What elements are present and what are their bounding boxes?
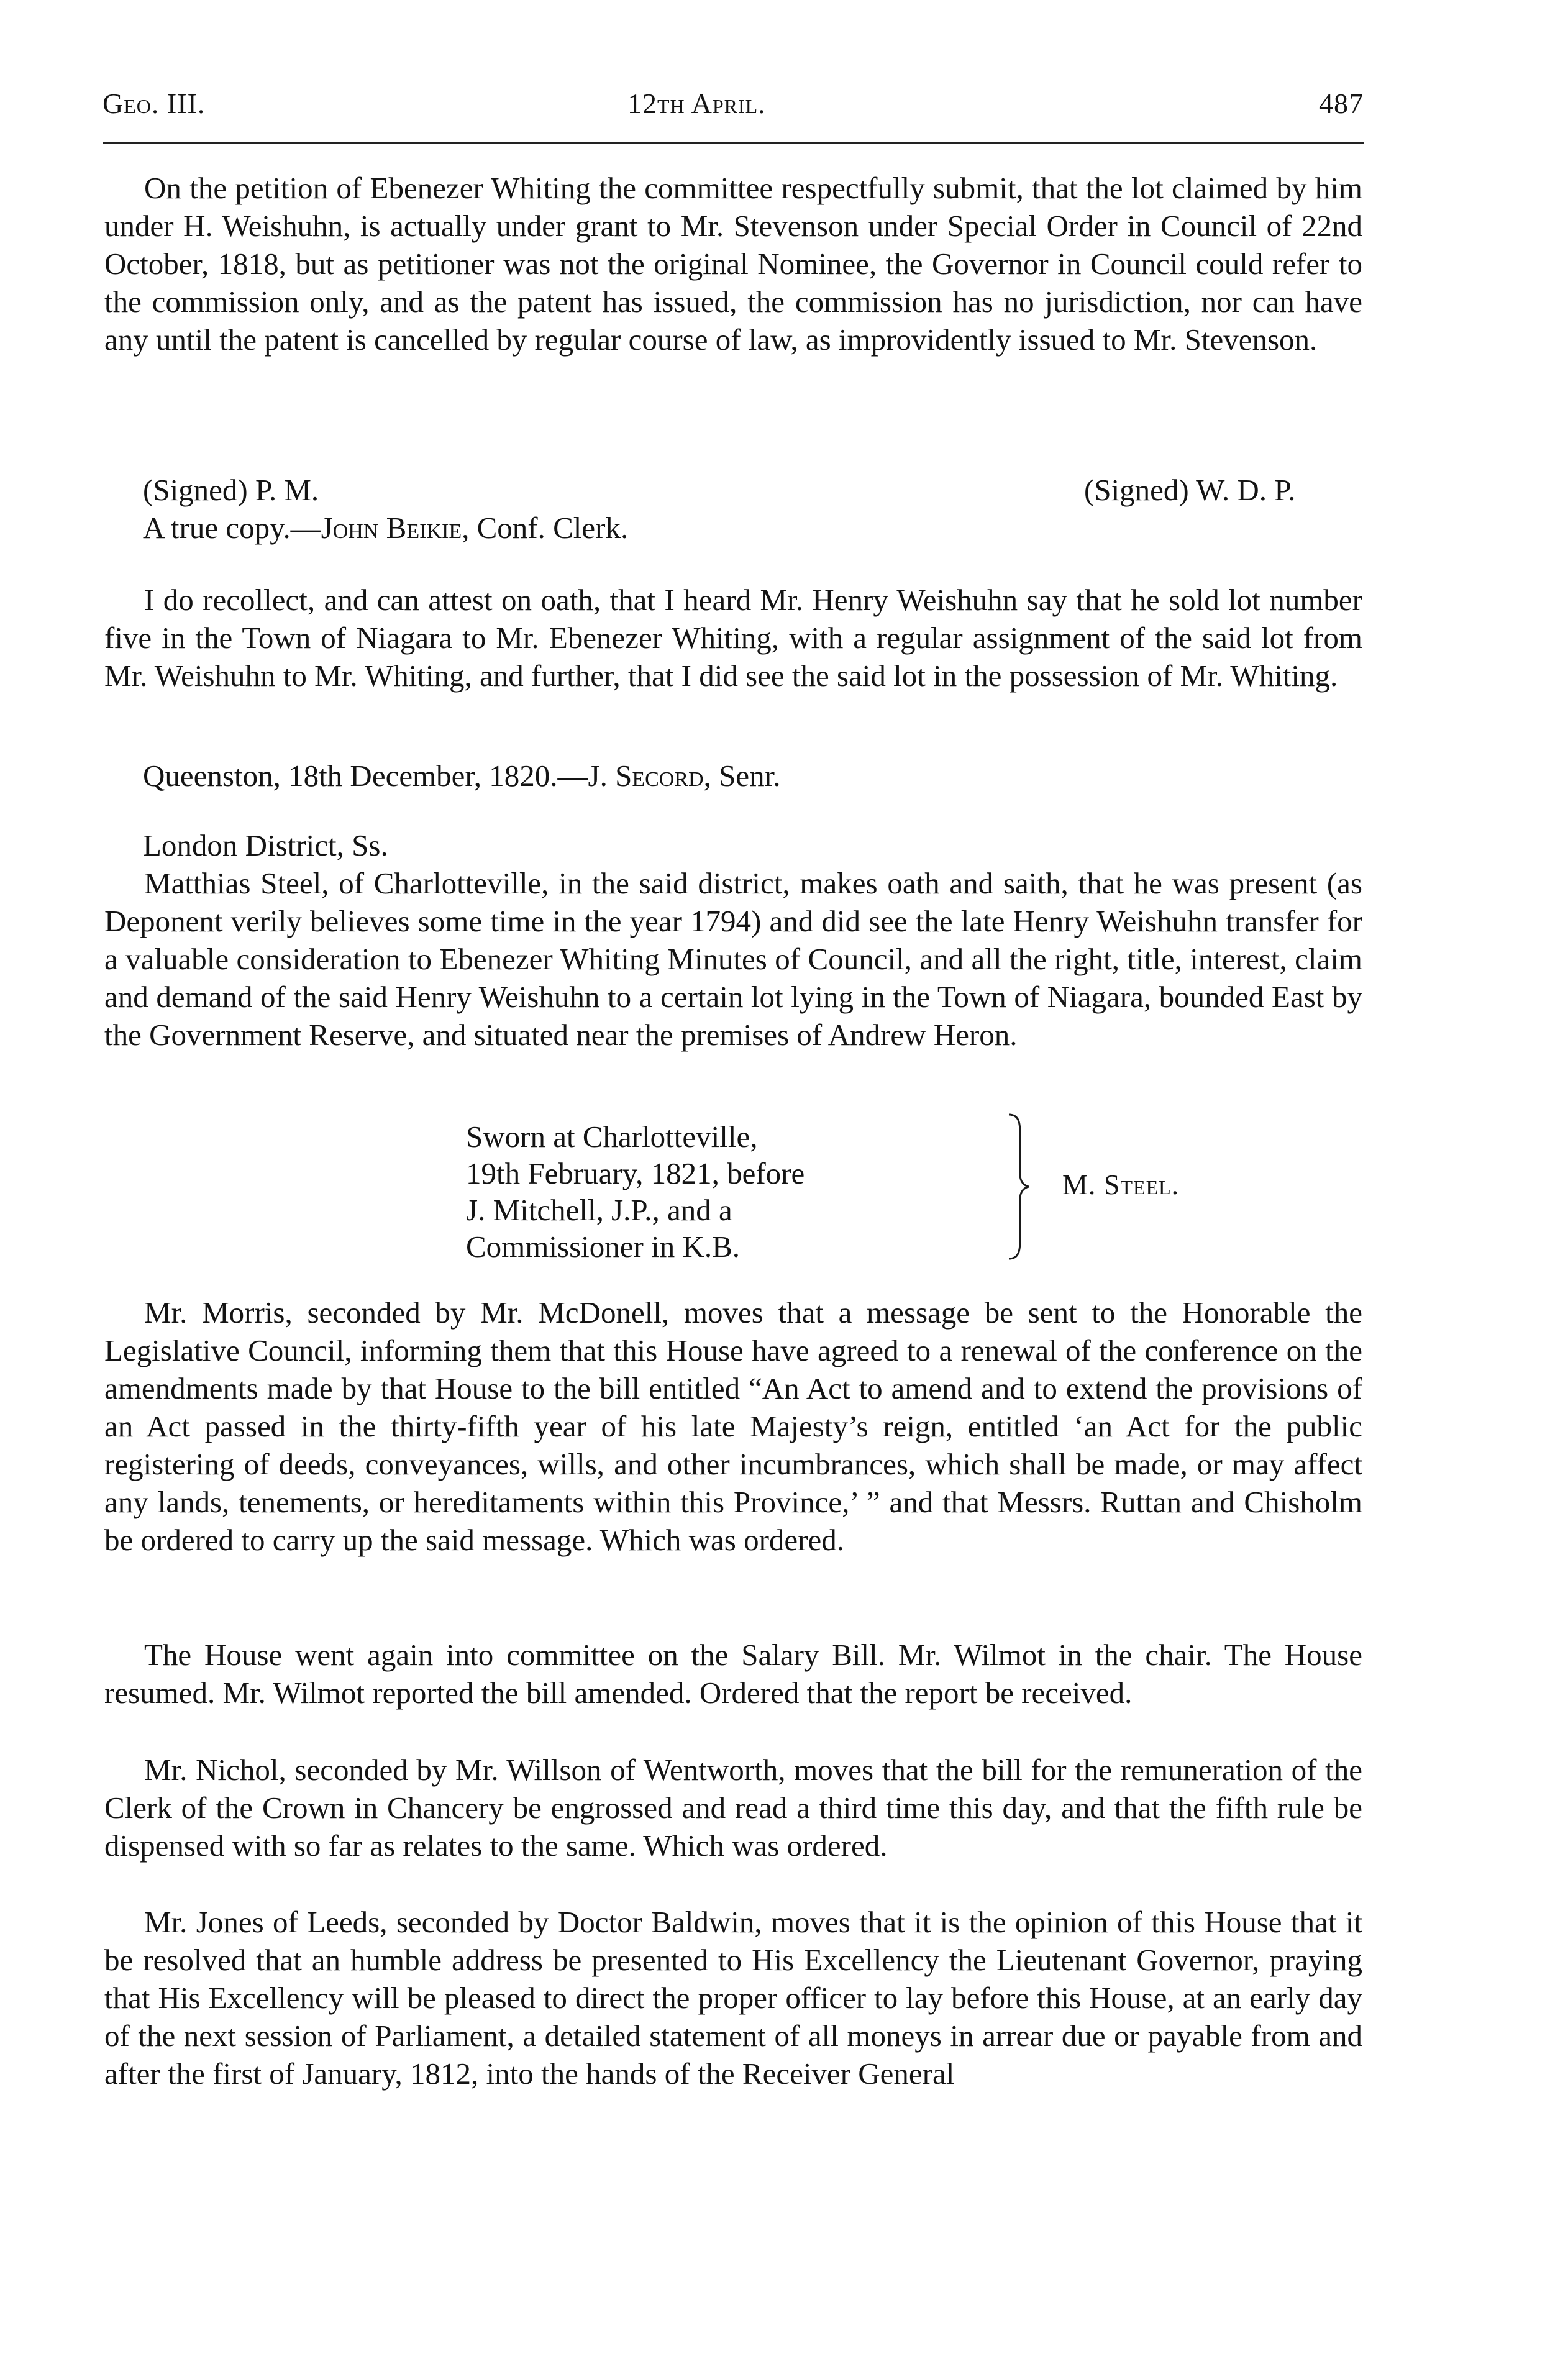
- jurat-line-3: J. Mitchell, J.P., and a: [466, 1193, 732, 1227]
- message-motion-paragraph: Mr. Morris, seconded by Mr. McDonell, moves that a message be sent to the Honorable the Legislative Council, informing them that this House have agreed to a renewal of the conference on the amendments made by that House to the bill entitled “An Act to amend and to extend the provisions of an Act passed in the thirty-fifth year of his late Majesty’s reign, entitled ‘an Act for the public registering of deeds, conveyances, wills, and other incumbrances, which shall be made, or may affect any lands, tenements, or hereditaments within this Province,’ ” and that Messrs. Ruttan and Chisholm be ordered to carry up the said message. Which was ordered.: [104, 1295, 1362, 1557]
- jurat-line-4: Commissioner in K.B.: [466, 1230, 741, 1264]
- salary-bill-paragraph: The House went again into committee on the Salary Bill. Mr. Wilmot in the chair. The House resumed. Mr. Wilmot reported the bill amended. Ordered that the report be received.: [104, 1638, 1362, 1710]
- deponent-signature: M. Steel.: [1062, 1169, 1180, 1200]
- right-brace-icon: [1006, 1112, 1031, 1261]
- page-number: 487: [1319, 88, 1364, 119]
- clerk-name: John Beikie: [321, 511, 462, 545]
- committee-report-paragraph: On the petition of Ebenezer Whiting the committee respectfully submit, that the lot claimed by him under H. Weishuhn, is actually under grant to Mr. Stevenson under Special Order in Council of 22nd October, 1818, but as petitioner was not the original Nominee, the Governor in Council could refer to the commission only, and as the patent has issued, the commission has no jurisdiction, nor can have any until the patent is cancelled by regular course of law, as improvidently issued to Mr. Stevenson.: [104, 171, 1362, 357]
- london-district-heading: London District, Ss.: [143, 828, 388, 862]
- true-copy-prefix: A true copy.—: [143, 511, 321, 545]
- signature-pm: (Signed) P. M.: [143, 473, 319, 507]
- secord-name: Secord: [615, 759, 704, 793]
- true-copy-suffix: , Conf. Clerk.: [462, 511, 629, 545]
- header-date: 12th April.: [627, 88, 766, 119]
- queenston-suffix: , Senr.: [703, 759, 781, 793]
- address-motion-paragraph: Mr. Jones of Leeds, seconded by Doctor Baldwin, moves that it is the opinion of this House that it be resolved that an humble address be presented to His Excellency the Lieutenant Governor, praying that His Excellency will be pleased to direct the proper officer to lay before this House, at an early day of the next session of Parliament, a detailed statement of all moneys in arrear due or payable from and after the first of January, 1812, into the hands of the Receiver General: [104, 1905, 1362, 2091]
- header-rule: [103, 142, 1364, 144]
- header-reign: Geo. III.: [103, 88, 206, 119]
- jurat-line-2: 19th February, 1821, before: [466, 1156, 805, 1190]
- recollection-paragraph: I do recollect, and can attest on oath, that I heard Mr. Henry Weishuhn say that he sold lot number five in the Town of Niagara to Mr. Ebenezer Whiting, with a regular assignment of the said lot from Mr. Weishuhn to Mr. Whiting, and further, that I did see the said lot in the possession of Mr. Whiting.: [104, 583, 1362, 693]
- affidavit-paragraph: Matthias Steel, of Charlotteville, in the said district, makes oath and saith, that he was present (as Deponent verily believes some time in the year 1794) and did see the late Henry Weishuhn transfer for a valuable consideration to Ebenezer Whiting Minutes of Council, and all the right, title, interest, claim and demand of the said Henry Weishuhn to a certain lot lying in the Town of Niagara, bounded East by the Government Reserve, and situated near the premises of Andrew Heron.: [104, 866, 1362, 1052]
- signature-wdp: (Signed) W. D. P.: [1084, 473, 1296, 507]
- jurat-line-1: Sworn at Charlotteville,: [466, 1120, 758, 1154]
- true-copy-line: [143, 509, 628, 547]
- clerk-remuneration-paragraph: Mr. Nichol, seconded by Mr. Willson of Wentworth, moves that the bill for the remuneration of the Clerk of the Crown in Chancery be engrossed and read a third time this day, and that the fifth rule be dispensed with so far as relates to the same. Which was ordered.: [104, 1753, 1362, 1863]
- running-head: [103, 87, 1364, 130]
- queenston-prefix: Queenston, 18th December, 1820.—J.: [143, 759, 616, 793]
- jurat-block: [466, 1118, 805, 1265]
- queenston-line: [143, 757, 780, 795]
